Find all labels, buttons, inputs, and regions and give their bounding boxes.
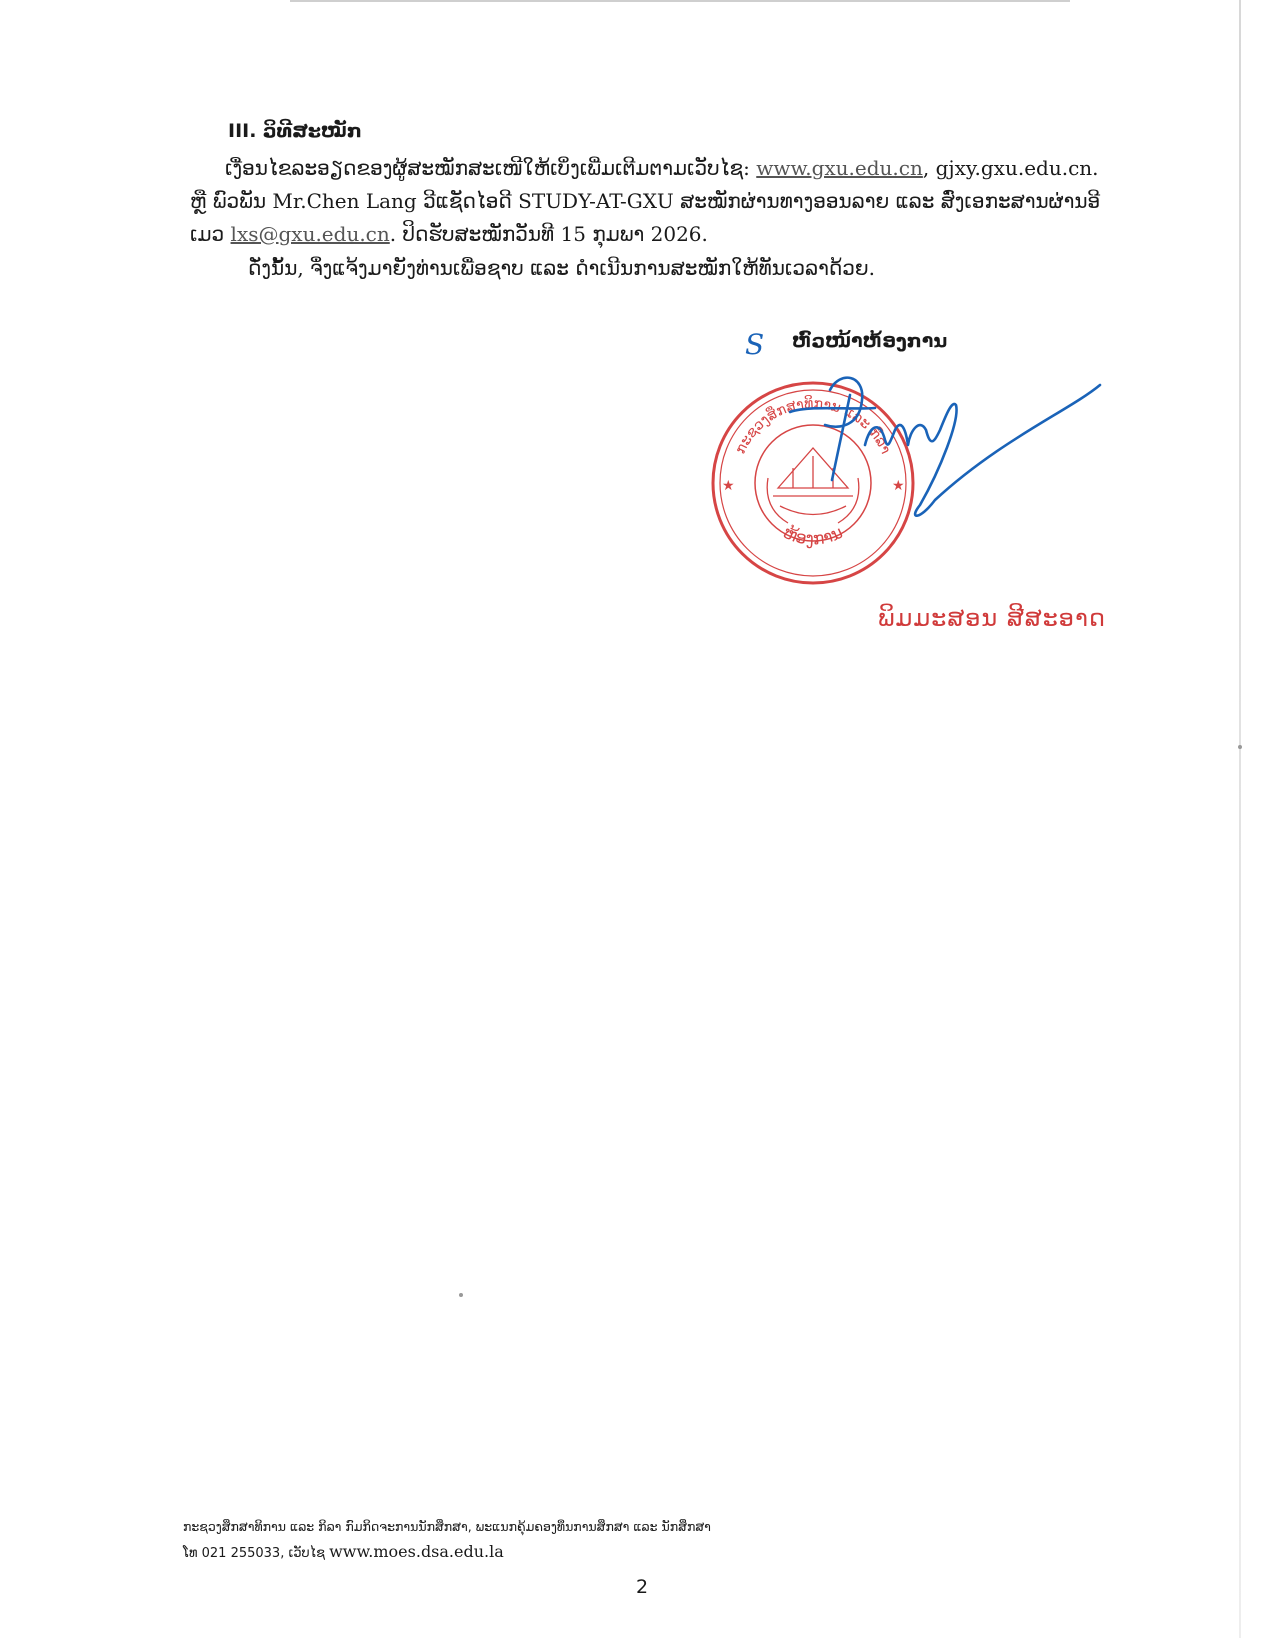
scan-top-edge [290,0,1070,2]
scan-right-edge [1239,0,1241,1638]
signature-initial: S [745,328,765,361]
footer-website-link[interactable]: www.moes.dsa.edu.la [329,1542,504,1561]
footer-phone: ໂທ 021 255033, ເວັບໄຊ [183,1546,330,1561]
scan-speck [1238,745,1242,749]
handwritten-signature [745,328,1160,560]
section-heading: III. ວິທີສະໝັກ [228,120,362,142]
para1-text-middle: , gjxy.gxu.edu.cn. ຫຼື ພົວພັນ Mr.Chen Lang ວີແຊັດໄອດີ STUDY-AT-GXU ສະໝັກຜ່ານທາງອອນລາຍ ແລະ ສົ່ງເອກະສານຜ່ານອີເມວ [190,156,1101,246]
svg-text:★: ★ [892,478,905,494]
email-link[interactable]: lxs@gxu.edu.cn [230,222,390,246]
stamp-top-text: ກະຊວງສຶກສາທິການ ແລະ ກິລາ [732,395,894,457]
closing-paragraph: ດັ່ງນັ້ນ, ຈຶ່ງແຈ້ງມາຍັງທ່ານເພື່ອຊາບ ແລະ ດຳເນີນການສະໝັກໃຫ້ທັນເວລາດ້ວຍ. [248,256,875,280]
footer-contact [183,1542,504,1561]
stamp-bottom-text: ຫ້ອງການ [779,522,847,550]
svg-text:★: ★ [722,478,735,494]
footer-organization: ກະຊວງສຶກສາທິການ ແລະ ກິລາ ກົມກິດຈະການນັກສຶກສາ, ພະແນກຄຸ້ມຄອງທຶນການສຶກສາ ແລະ ນັກສຶກສາ [183,1519,711,1534]
signer-name: ພິມມະສອນ ສີສະອາດ [878,604,1106,632]
page-number: 2 [636,1576,649,1598]
scan-speck [459,1293,463,1297]
signatory-title: ຫົວໜ້າຫ້ອງການ [792,330,948,352]
para1-text-start: ເງື່ອນໄຂລະອຽດຂອງຜູ້ສະໝັກສະເໜີໃຫ້ເບິ່ງເພີ່ມເຕີມຕາມເວັບໄຊ: [225,156,757,180]
university-website-link[interactable]: www.gxu.edu.cn [756,156,923,180]
para1-text-end: . ປິດຮັບສະໝັກວັນທີ 15 ກຸມພາ 2026. [389,222,708,246]
application-method-paragraph [190,152,1110,251]
